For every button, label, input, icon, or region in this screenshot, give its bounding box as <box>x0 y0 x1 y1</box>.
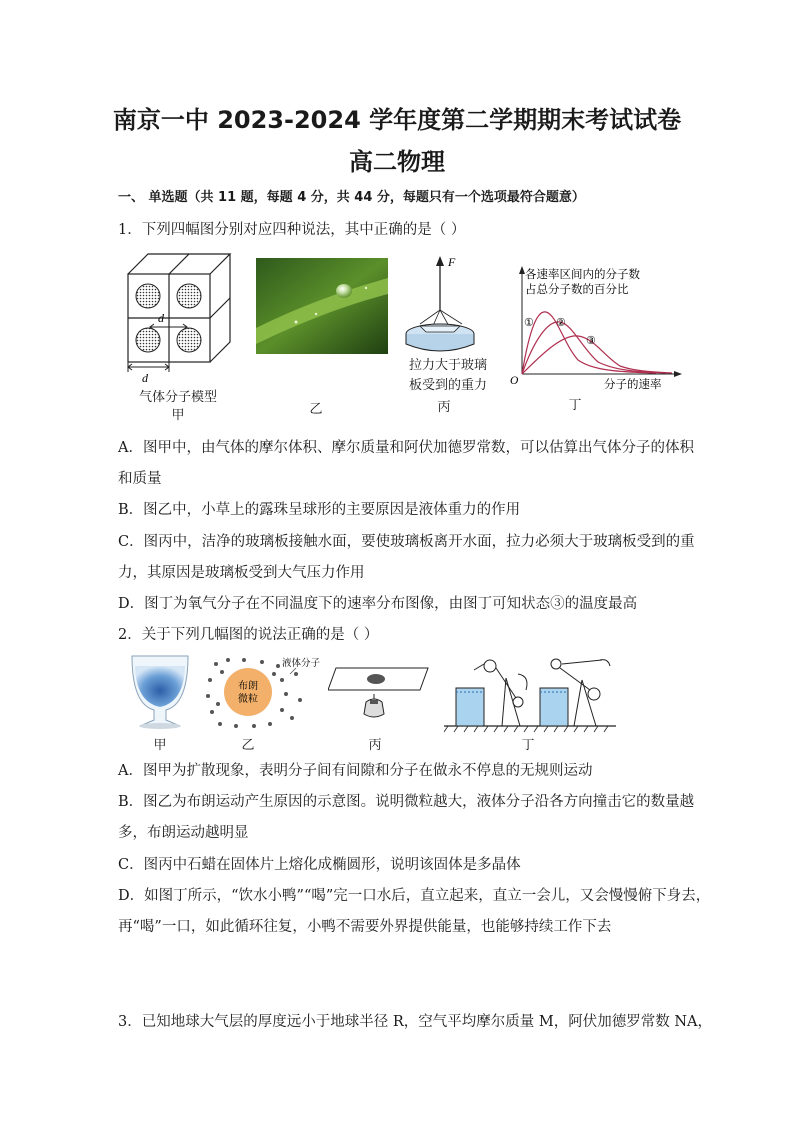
q1-option-a-line2: 和质量 <box>118 471 162 487</box>
curve-label-2: ② <box>556 316 566 329</box>
q1-option-b: B．图乙中，小草上的露珠呈球形的主要原因是液体重力的作用 <box>118 502 521 518</box>
curve-label-3: ③ <box>586 334 596 347</box>
q2-option-b-line1: B．图乙为布朗运动产生原因的示意图。说明微粒越大，液体分子沿各方向撞击它的数量越 <box>118 794 695 810</box>
brownian-particle <box>224 668 272 716</box>
q2-option-b-line2: 多，布朗运动越明显 <box>118 825 249 841</box>
q2-figure-jia <box>126 652 194 732</box>
ding-ylabel-1: 各速率区间内的分子数 <box>525 269 640 281</box>
ding-ylabel-2: 占总分子数的百分比 <box>525 284 629 296</box>
particle-label-1: 布朗 <box>238 681 258 692</box>
melted-wax <box>367 674 385 684</box>
q2-option-d-line2: 再“喝”一口，如此循环往复，小鸭不需要外界提供能量，也能够持续工作下去 <box>118 919 612 935</box>
q1-option-d: D．图丁为氧气分子在不同温度下的速率分布图像，由图丁可知状态③的温度最高 <box>118 596 638 612</box>
q2-jia-caption: 甲 <box>153 738 167 753</box>
distance-label: d <box>158 311 164 325</box>
ding-xlabel: 分子的速率 <box>604 379 662 390</box>
q1-figure-bing <box>398 252 508 356</box>
glass-plate <box>420 326 460 332</box>
q2-figure-ding <box>444 654 618 736</box>
exam-title: 南京一中 2023-2024 学年度第二学期期末考试试卷 <box>112 106 682 134</box>
water-cup-right <box>540 688 568 726</box>
q1-figure-ding <box>506 264 682 390</box>
q1-ding-caption: 丁 <box>568 398 582 413</box>
q1-bing-text-1: 拉力大于玻璃 <box>408 358 487 373</box>
q1-yi-caption: 乙 <box>309 402 323 417</box>
particle-label-2: 微粒 <box>238 694 258 705</box>
q1-bing-text-2: 板受到的重力 <box>408 378 487 393</box>
force-label: F <box>448 255 456 269</box>
dew-drop <box>336 284 352 298</box>
q1-option-c-line2: 力，其原因是玻璃板受到大气压力作用 <box>118 565 365 581</box>
distance-label-bottom: d <box>142 371 148 385</box>
curve-2 <box>522 322 666 374</box>
q2-figure-yi <box>204 654 328 730</box>
exam-subtitle: 高二物理 <box>349 148 445 176</box>
q1-jia-label: 甲 <box>171 408 185 423</box>
q3-stem: 3．已知地球大气层的厚度远小于地球半径 R，空气平均摩尔质量 M，阿伏加德罗常数 NA， <box>118 1014 712 1030</box>
q1-jia-caption: 气体分子模型 <box>138 390 217 405</box>
q2-option-c: C．图丙中石蜡在固体片上熔化成椭圆形，说明该固体是多晶体 <box>118 857 521 873</box>
q2-ding-caption: 丁 <box>521 738 535 753</box>
q2-option-d-line1: D．如图丁所示，“饮水小鸭”“喝”完一口水后，直立起来，直立一会儿，又会慢慢俯下身去， <box>118 888 711 904</box>
force-arrow <box>436 256 444 266</box>
q1-figure-yi <box>256 258 388 354</box>
q2-figure-bing <box>328 664 430 726</box>
q1-option-c-line1: C．图丙中，洁净的玻璃板接触水面，要使玻璃板离开水面，拉力必须大于玻璃板受到的重 <box>118 534 695 550</box>
ding-origin: O <box>510 375 519 387</box>
q2-bing-caption: 丙 <box>368 738 382 753</box>
curve-label-1: ① <box>524 316 534 329</box>
q1-stem: 1．下列四幅图分别对应四种说法，其中正确的是（ ） <box>118 222 466 238</box>
q2-yi-caption: 乙 <box>241 738 255 753</box>
water-cup-left <box>456 688 484 726</box>
q2-stem: 2．关于下列几幅图的说法正确的是（ ） <box>118 627 379 643</box>
q1-bing-caption: 丙 <box>437 400 451 415</box>
liquid-molecule-label: 液体分子 <box>282 658 321 669</box>
section-heading: 一、 单选题（共 11 题，每题 4 分，共 44 分，每题只有一个选项最符合题意） <box>118 190 585 205</box>
q1-option-a-line1: A．图甲中，由气体的摩尔体积、摩尔质量和阿伏加德罗常数，可以估算出气体分子的体积 <box>118 440 694 456</box>
q2-option-a: A．图甲为扩散现象，表明分子间有间隙和分子在做永不停息的无规则运动 <box>118 763 593 779</box>
